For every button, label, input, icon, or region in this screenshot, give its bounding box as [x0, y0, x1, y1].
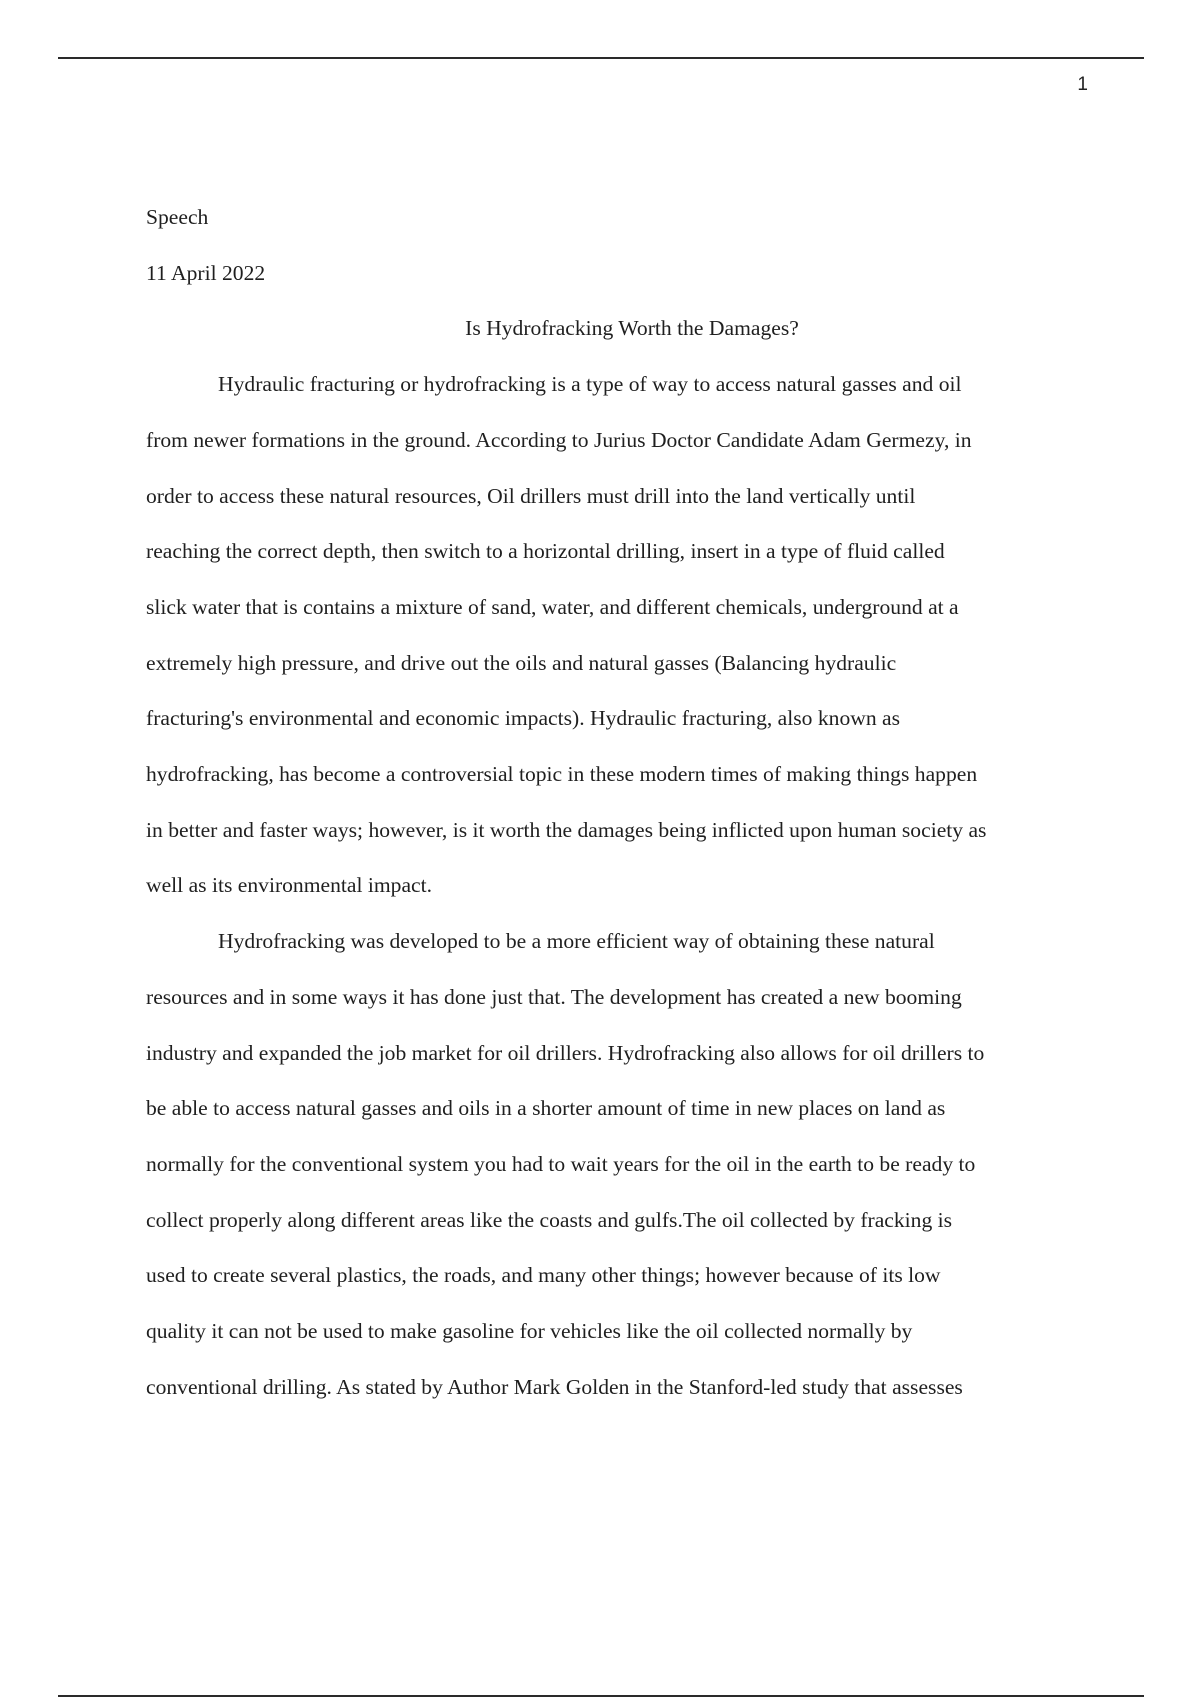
paragraph-line: resources and in some ways it has done just that. The development has created a new booming — [146, 984, 962, 1009]
paragraph-line: normally for the conventional system you had to wait years for the oil in the earth to be ready to — [146, 1151, 976, 1176]
header-rule — [58, 57, 1144, 59]
paragraph-1 — [146, 357, 1096, 914]
paragraph-line: Hydrofracking was developed to be a more efficient way of obtaining these natural — [218, 929, 935, 954]
paragraph-line: quality it can not be used to make gasoline for vehicles like the oil collected normally by — [146, 1319, 913, 1344]
paragraph-line: hydrofracking, has become a controversial topic in these modern times of making things happen — [146, 762, 978, 787]
paragraph-line: in better and faster ways; however, is it worth the damages being inflicted upon human society as — [146, 817, 987, 842]
paragraph-line: order to access these natural resources, Oil drillers must drill into the land vertically until — [146, 483, 916, 508]
document-body — [146, 190, 1096, 1415]
paragraph-line: from newer formations in the ground. According to Jurius Doctor Candidate Adam Germezy, in — [146, 427, 972, 452]
paragraph-line: conventional drilling. As stated by Author Mark Golden in the Stanford-led study that assesses — [146, 1374, 963, 1399]
paragraph-line: well as its environmental impact. — [146, 873, 433, 898]
paragraph-line: be able to access natural gasses and oils in a shorter amount of time in new places on land as — [146, 1096, 946, 1121]
footer-rule — [58, 1695, 1144, 1697]
paragraph-2 — [146, 914, 1096, 1415]
essay-title: Is Hydrofracking Worth the Damages? — [465, 316, 799, 341]
paragraph-line: collect properly along different areas like the coasts and gulfs.The oil collected by fracking is — [146, 1207, 953, 1232]
page-number: 1 — [1077, 74, 1088, 95]
paragraph-line: used to create several plastics, the roads, and many other things; however because of its low — [146, 1263, 941, 1288]
paragraph-line: fracturing's environmental and economic impacts). Hydraulic fracturing, also known as — [146, 706, 901, 731]
heading-line-date: 11 April 2022 — [146, 260, 266, 285]
paragraph-line: industry and expanded the job market for oil drillers. Hydrofracking also allows for oil drillers to — [146, 1040, 985, 1065]
paragraph-line: reaching the correct depth, then switch to a horizontal drilling, insert in a type of fluid called — [146, 539, 945, 564]
heading-line-course: Speech — [146, 205, 209, 229]
paragraph-line: Hydraulic fracturing or hydrofracking is a type of way to access natural gasses and oil — [218, 372, 962, 397]
paragraph-line: extremely high pressure, and drive out the oils and natural gasses (Balancing hydraulic — [146, 650, 897, 675]
paragraph-line: slick water that is contains a mixture of sand, water, and different chemicals, underground at a — [146, 594, 959, 619]
